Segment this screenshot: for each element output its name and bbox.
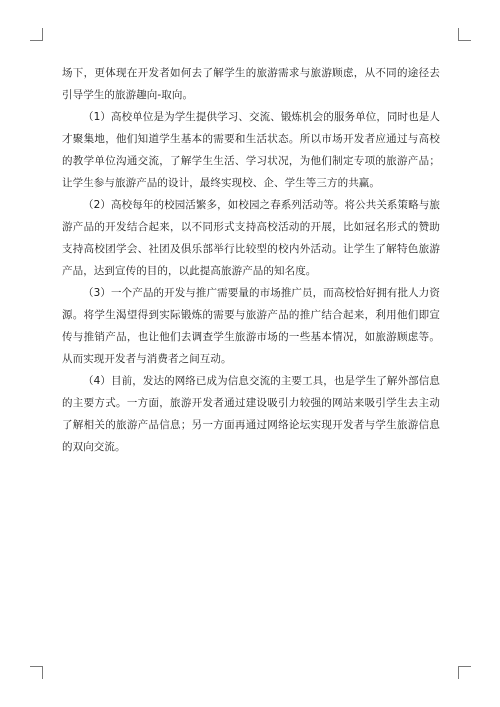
paragraph-continuation: 场下，更体现在开发者如何去了解学生的旅游需求与旅游顾虑，从不同的途径去引导学生的旅游趣向-取向。	[62, 67, 440, 101]
corner-crop-mark-top-right	[458, 28, 471, 41]
paragraph-point-3: （3）一个产品的开发与推广需要量的市场推广员，而高校恰好拥有批人力资源。将学生渴望得到实际锻炼的需要与旅游产品的推广结合起来，利用他们即宣传与推销产品，也让他们去调查学生旅游市场的一些基本情况，如旅游顾虑等。从而实现开发者与消费者之间互动。	[62, 287, 440, 365]
corner-crop-mark-bottom-left	[30, 666, 43, 679]
paragraph-point-2: （2）高校每年的校园活繁多，如校园之春系列活动等。将公共关系策略与旅游产品的开发结合起来，以不同形式支持高校活动的开展，比如冠名形式的赞助支持高校团学会、社团及俱乐部举行比较型的校内外活动。让学生了解特色旅游产品，达到宣传的目的，以此提高旅游产品的知名度。	[62, 199, 440, 277]
document-body	[62, 62, 440, 458]
paragraph-point-1: （1）高校单位是为学生提供学习、交流、锻炼机会的服务单位，同时也是人才聚集地，他们知道学生基本的需要和生活状态。所以市场开发者应通过与高校的教学单位沟通交流，了解学生生活、学习状况，为他们制定专项的旅游产品；让学生参与旅游产品的设计，最终实现校、企、学生等三方的共赢。	[62, 111, 440, 189]
corner-crop-mark-bottom-right	[458, 666, 471, 679]
corner-crop-mark-top-left	[30, 28, 43, 41]
paragraph-point-4: （4）目前，发达的网络已成为信息交流的主要工具，也是学生了解外部信息的主要方式。一方面，旅游开发者通过建设吸引力较强的网站来吸引学生去主动了解相关的旅游产品信息；另一方面再通过网络论坛实现开发者与学生旅游信息的双向交流。	[62, 375, 440, 453]
